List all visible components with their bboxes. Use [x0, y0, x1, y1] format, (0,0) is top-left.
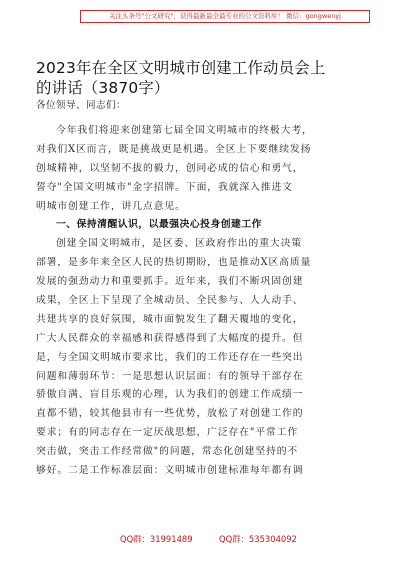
body-line: 誓夺"全国文明城市"金字招牌。下面，我就深入推进文 — [36, 181, 293, 193]
speech-body — [36, 122, 372, 481]
body-line: 够好。二是工作标准层面：文明城市创建标准每年都有调 — [36, 465, 304, 477]
body-line: 骄傲自满、盲目乐观的心理，认为我们的创建工作成绩一 — [36, 389, 304, 401]
body-line: 部署，是多年来全区人民的热切期盼，也是推动X区高质量 — [36, 257, 312, 269]
body-line: 直都不错，较其他县市有一些优势，放松了对创建工作的 — [36, 408, 304, 420]
section-heading: 一、保持清醒认识，以最强决心投身创建工作 — [56, 219, 262, 231]
body-line: 是，与全国文明城市要求比，我们的工作还存在一些突出 — [36, 351, 304, 363]
body-line: 创建全国文明城市，是区委、区政府作出的重大决策 — [56, 238, 303, 250]
body-line: 问题和薄弱环节：一是思想认识层面：有的领导干部存在 — [36, 370, 304, 382]
body-line: 成果，全区上下呈现了全城动员、全民参与、人人动手、 — [36, 295, 304, 307]
body-line: 共建共享的良好氛围，城市面貌发生了翻天覆地的变化， — [36, 313, 304, 325]
promo-banner: 关注头条号"公文研究"，获得最新最全最专业的公文资料库！ 微信：gongwenyj — [80, 10, 370, 23]
body-line: 突击做，突击工作经常做"的问题，常态化创建坚持的不 — [36, 446, 299, 458]
title-line-2: 的讲话（3870字） — [36, 79, 170, 97]
body-line: 广大人民群众的幸福感和获得感得到了大幅度的提升。但 — [36, 332, 304, 344]
qq-group-2: QQ群：535304092 — [219, 534, 297, 544]
body-line: 今年我们将迎来创建第七届全国文明城市的终极大考， — [56, 125, 313, 136]
body-line: 明城市创建工作，讲几点意见。 — [36, 200, 186, 212]
qq-group-1: QQ群：31991489 — [120, 534, 193, 544]
document-title — [36, 58, 372, 98]
body-line: 创城精神，以坚韧不拔的毅力，创同必成的信心和勇气， — [36, 162, 304, 174]
title-line-1: 2023年在全区文明城市创建工作动员会上 — [36, 59, 326, 77]
body-line: 发展的强劲动力和重要抓手。近年来，我们不断巩固创建 — [36, 276, 304, 288]
body-line: 对我们X区而言，既是挑战更是机遇。全区上下要继续发扬 — [36, 143, 312, 155]
footer-contact — [0, 532, 408, 546]
salutation: 各位领导、同志们： — [36, 100, 126, 111]
body-line: 要求；有的同志存在一定厌战思想，广泛存在"平常工作 — [36, 427, 299, 439]
